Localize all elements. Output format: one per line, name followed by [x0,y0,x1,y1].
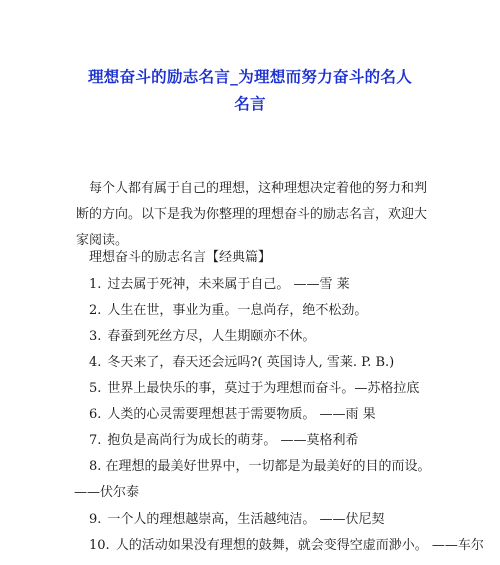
quote-text: 冬天来了，春天还会远吗?( 英国诗人, 雪莱. P. B.) [107,355,395,370]
quote-number: 5. [89,381,102,396]
quote-number: 7. [89,433,102,448]
quote-number: 8. [89,459,102,474]
quote-number: 1. [89,277,102,292]
quote-number: 3. [89,329,102,344]
quote-item [89,406,441,424]
quote-number: 4. [89,355,102,370]
quote-number: 2. [89,303,102,318]
quote-item [89,432,441,450]
quote-text: 人的活动如果没有理想的鼓舞，就会变得空虚而渺小。 ——车尔 [115,538,484,553]
quote-text: 过去属于死神，未来属于自己。 ——雪 莱 [107,277,350,292]
quote-item [89,537,484,555]
quote-number: 6. [89,407,102,422]
intro-paragraph: 每个人都有属于自己的理想，这种理想决定着他的努力和判断的方向。以下是我为你整理的理想奋斗的励志名言，欢迎大家阅读。 [76,181,428,248]
quote-text: 人生在世，事业为重。一息尚存，绝不松劲。 [107,303,368,318]
quote-text: 世界上最快乐的事，莫过于为理想而奋斗。—苏格拉底 [107,381,420,396]
section-heading: 理想奋斗的励志名言【经典篇】 [89,250,272,265]
document-title [60,64,440,118]
title-line-2: 名言 [234,95,266,113]
quote-text: 一个人的理想越崇高，生活越纯洁。 ——伏尼契 [107,512,385,527]
title-line-1: 理想奋斗的励志名言_为理想而努力奋斗的名人 [87,68,413,86]
quote-item [89,302,441,320]
quote-item [89,511,441,529]
quote-item [89,380,441,398]
quote-item [74,454,434,506]
quote-item [89,328,441,346]
quote-item [89,354,441,372]
quote-item [89,276,441,294]
quote-text: 抱负是高尚行为成长的萌芽。 ——莫格利希 [107,433,359,448]
quote-text: 人类的心灵需要理想甚于需要物质。 ——雨 果 [107,407,376,422]
quote-number: 10. [89,538,110,553]
quote-text: 在理想的最美好世界中，一切都是为最美好的目的而设。 ——伏尔泰 [74,459,431,500]
quote-number: 9. [89,512,102,527]
quote-text: 春蚕到死丝方尽，人生期颐亦不休。 [107,329,316,344]
